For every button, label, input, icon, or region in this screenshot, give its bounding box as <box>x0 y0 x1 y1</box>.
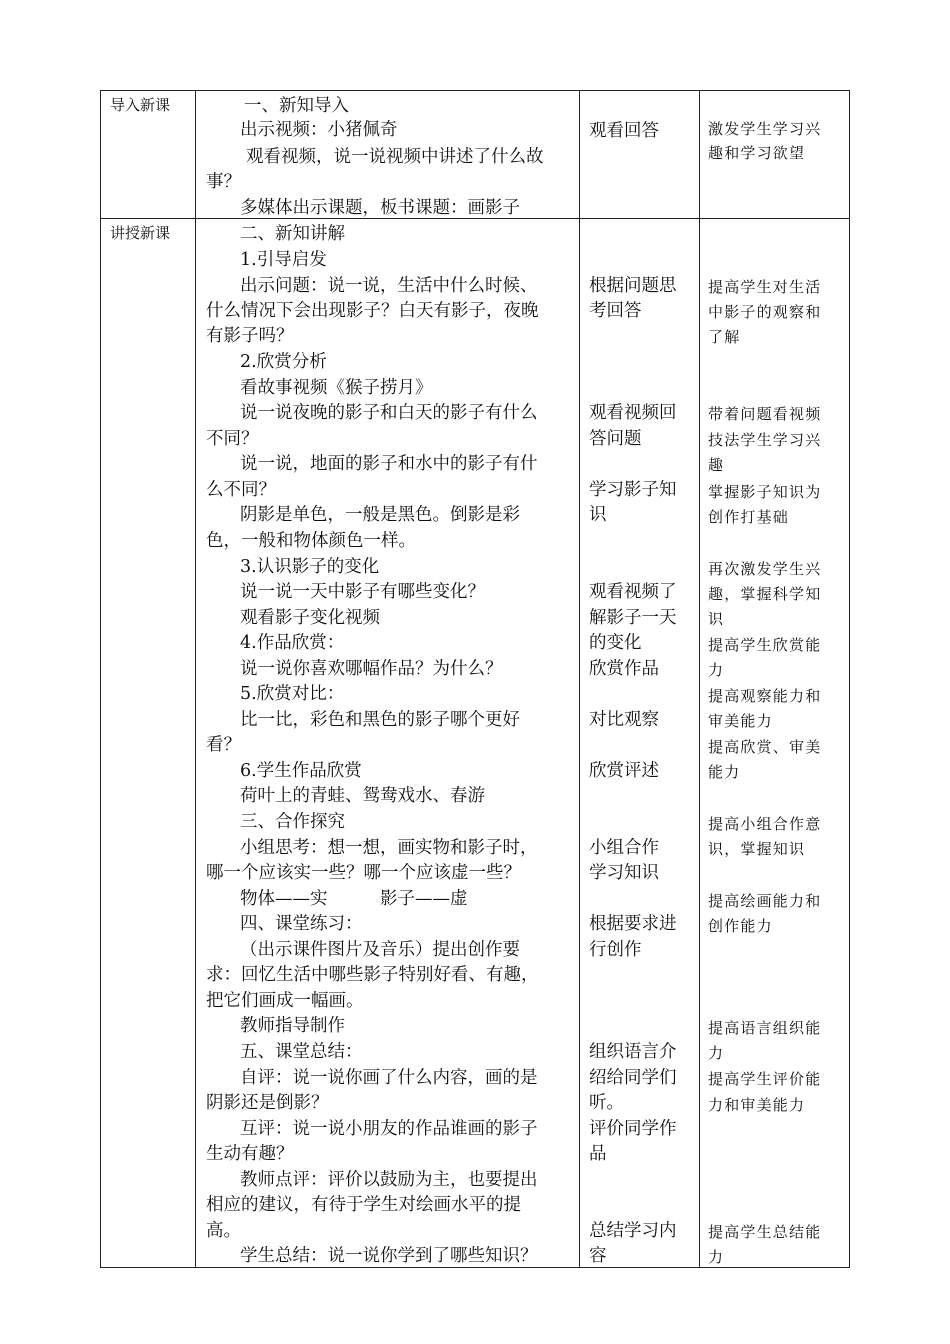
content-line: 二、新知讲解 <box>240 224 345 244</box>
design-purpose: 中影子的观察和 <box>708 303 822 321</box>
design-purpose: 趣和学习欲望 <box>708 144 806 162</box>
student-activity: 总结学习内 <box>589 1221 677 1241</box>
content-line: 阴影是单色，一般是黑色。倒影是彩 <box>240 505 520 525</box>
design-purpose: 提高学生对生活 <box>708 278 822 296</box>
design-purpose: 带着问题看视频 <box>708 405 822 423</box>
content-line: 生动有趣？ <box>206 1144 294 1164</box>
student-activity: 观看视频回 <box>589 403 677 423</box>
design-purpose: 识，掌握知识 <box>708 840 806 858</box>
content-line: 阴影还是倒影？ <box>206 1093 329 1113</box>
design-purpose: 趣 <box>708 456 725 474</box>
content-line: 观看视频，说一说视频中讲述了什么故 <box>246 147 544 167</box>
content-line: 看故事视频《猴子捞月》 <box>240 378 433 398</box>
content-line: 2.欣赏分析 <box>240 352 327 372</box>
student-activity: 识 <box>589 505 607 525</box>
design-purpose: 创作打基础 <box>708 508 790 526</box>
content-line: 说一说夜晚的影子和白天的影子有什么 <box>240 403 538 423</box>
content-line: 4.作品欣赏： <box>240 633 345 653</box>
design-purpose: 提高欣赏、审美 <box>708 738 822 756</box>
stage-label: 导入新课 <box>110 96 171 114</box>
student-activity: 解影子一天 <box>589 608 677 628</box>
student-activity: 根据要求进 <box>589 914 677 934</box>
content-line: 出示视频：小猪佩奇 <box>240 120 398 140</box>
design-purpose: 激发学生学习兴 <box>708 120 822 138</box>
design-purpose: 创作能力 <box>708 917 773 935</box>
design-purpose: 了解 <box>708 328 741 346</box>
content-line: 什么情况下会出现影子？白天有影子，夜晚 <box>206 301 539 321</box>
design-purpose: 提高观察能力和 <box>708 687 822 705</box>
student-activity: 品 <box>589 1144 607 1164</box>
student-activity: 组织语言介 <box>589 1042 677 1062</box>
content-line: 教师指导制作 <box>240 1016 345 1036</box>
student-activity: 根据问题思 <box>589 276 677 296</box>
content-line: 相应的建议，有待于学生对绘画水平的提 <box>206 1195 521 1215</box>
content-line: 不同？ <box>206 429 259 449</box>
content-line: 把它们画成一幅画。 <box>206 991 364 1011</box>
content-line: 说一说你喜欢哪幅作品？为什么？ <box>240 659 503 679</box>
content-line: 比一比，彩色和黑色的影子哪个更好 <box>240 710 520 730</box>
content-line: 三、合作探究 <box>240 812 345 832</box>
content-line: 多媒体出示课题，板书课题：画影子 <box>240 198 520 218</box>
content-line: 求：回忆生活中哪些影子特别好看、有趣， <box>206 965 539 985</box>
design-purpose: 力 <box>708 1248 725 1266</box>
student-activity: 欣赏评述 <box>589 761 659 781</box>
design-purpose: 提高语言组织能 <box>708 1019 822 1037</box>
content-line: 荷叶上的青蛙、鸳鸯戏水、春游 <box>240 786 485 806</box>
design-purpose: 能力 <box>708 763 741 781</box>
content-line: 自评：说一说你画了什么内容，画的是 <box>240 1068 538 1088</box>
student-activity: 答问题 <box>589 429 642 449</box>
col-divider <box>195 91 196 1267</box>
content-line: 么不同？ <box>206 480 276 500</box>
content-line: 1.引导启发 <box>240 250 327 270</box>
content-line: 说一说，地面的影子和水中的影子有什 <box>240 454 538 474</box>
design-purpose: 提高学生评价能 <box>708 1070 822 1088</box>
content-line: 四、课堂练习： <box>240 914 363 934</box>
design-purpose: 审美能力 <box>708 712 773 730</box>
student-activity: 观看视频了 <box>589 582 677 602</box>
content-line: 事？ <box>206 172 241 192</box>
design-purpose: 识 <box>708 610 725 628</box>
student-activity: 的变化 <box>589 633 642 653</box>
content-line: 高。 <box>206 1221 241 1241</box>
col-divider <box>699 91 700 1267</box>
design-purpose: 技法学生学习兴 <box>708 431 822 449</box>
student-activity: 观看回答 <box>589 121 659 141</box>
content-line: 5.欣赏对比： <box>240 684 345 704</box>
content-line: 看？ <box>206 735 241 755</box>
content-line: 6.学生作品欣赏 <box>240 761 362 781</box>
design-purpose: 掌握影子知识为 <box>708 483 822 501</box>
student-activity: 小组合作 <box>589 838 659 858</box>
student-activity: 学习知识 <box>589 863 659 883</box>
student-activity: 行创作 <box>589 940 642 960</box>
design-purpose: 提高学生总结能 <box>708 1223 822 1241</box>
student-activity: 学习影子知 <box>589 480 677 500</box>
content-line: 3.认识影子的变化 <box>240 557 380 577</box>
content-line: 出示问题：说一说，生活中什么时候、 <box>240 276 538 296</box>
design-purpose: 力 <box>708 661 725 679</box>
design-purpose: 提高小组合作意 <box>708 815 822 833</box>
student-activity: 容 <box>589 1246 607 1266</box>
col-divider <box>579 91 580 1267</box>
student-activity: 对比观察 <box>589 710 659 730</box>
content-line: 五、课堂总结： <box>240 1042 363 1062</box>
design-purpose: 提高绘画能力和 <box>708 892 822 910</box>
student-activity: 考回答 <box>589 301 642 321</box>
content-line: 说一说一天中影子有哪些变化？ <box>240 582 485 602</box>
content-line: 有影子吗？ <box>206 326 294 346</box>
design-purpose: 趣，掌握科学知 <box>708 585 822 603</box>
student-activity: 绍给同学们 <box>589 1068 677 1088</box>
design-purpose: 力 <box>708 1044 725 1062</box>
stage-label: 讲授新课 <box>110 224 171 242</box>
design-purpose: 提高学生欣赏能 <box>708 636 822 654</box>
content-line: 物体——实 影子——虚 <box>240 889 468 909</box>
design-purpose: 再次激发学生兴 <box>708 560 822 578</box>
content-line: （出示课件图片及音乐）提出创作要 <box>240 940 520 960</box>
student-activity: 听。 <box>589 1093 624 1113</box>
content-line: 一、新知导入 <box>244 96 349 116</box>
student-activity: 欣赏作品 <box>589 659 659 679</box>
content-line: 互评：说一说小朋友的作品谁画的影子 <box>240 1119 538 1139</box>
design-purpose: 力和审美能力 <box>708 1096 806 1114</box>
content-line: 观看影子变化视频 <box>240 608 380 628</box>
content-line: 小组思考：想一想，画实物和影子时， <box>240 838 538 858</box>
student-activity: 评价同学作 <box>589 1119 677 1139</box>
content-line: 学生总结：说一说你学到了哪些知识？ <box>240 1246 538 1266</box>
content-line: 教师点评：评价以鼓励为主，也要提出 <box>240 1170 538 1190</box>
content-line: 色，一般和物体颜色一样。 <box>206 531 416 551</box>
content-line: 哪一个应该实一些？哪一个应该虚一些？ <box>206 863 521 883</box>
